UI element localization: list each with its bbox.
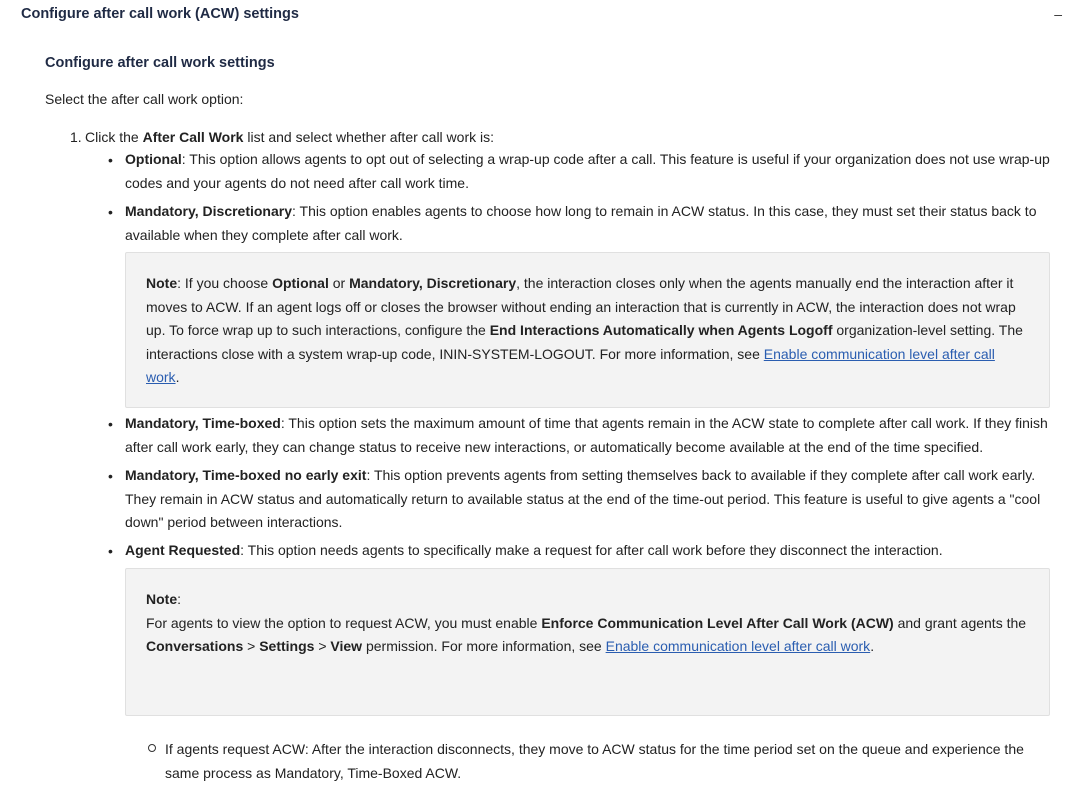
enable-acw-link[interactable]: Enable communication level after call [763, 345, 995, 362]
bullet-icon: • [108, 152, 113, 168]
option-no-early-exit: Mandatory, Time-boxed no early exit: This option prevents agents from setting themselves back to available if they complete after call work early. They remain in ACW status and automatically return to available status at the end of the time-out period. This feature is useful to give agents a "cool down" period between interactions. [125, 467, 1041, 530]
sub-list-item: If agents request ACW: After the interaction disconnects, they move to ACW status for the time period set on the queue and experience the same process as Mandatory, Time-Boxed ACW. [165, 741, 1024, 781]
step-text: Click the After Call Work list and select whether after call work is: [85, 129, 494, 145]
bullet-icon: • [108, 416, 113, 432]
note-box: Note: For agents to view the option to request ACW, you must enable Enforce Communication Level After Call Work (ACW) and grant agents the Conversations > Settings > View permission. For more information, see Enable communication level after call work. [125, 568, 1050, 716]
circle-bullet-icon [148, 744, 156, 752]
bullet-icon: • [108, 543, 113, 559]
collapse-icon[interactable]: – [1054, 6, 1062, 22]
note-box: Note: If you choose Optional or Mandatory, Discretionary, the interaction closes only when the agents manually end the interaction after it moves to ACW. If an agent logs off or closes the browser without ending an interaction that is currently in ACW, the interaction does not wrap up. To force wrap up to such interactions, configure the End Interactions Automatically when Agents Logoff organization-level setting. The interactions close with a system wrap-up code, ININ-SYSTEM-LOGOUT. For more information, see Enable communication level after call work. [125, 252, 1050, 408]
enable-acw-link-cont[interactable]: work [146, 369, 176, 385]
bullet-icon: • [108, 468, 113, 484]
option-optional: Optional: This option allows agents to opt out of selecting a wrap-up code after a call. This feature is useful if your organization does not use wrap-up codes and your agents do not need after call work time. [125, 151, 1050, 191]
accordion-header-title[interactable]: Configure after call work (ACW) settings [21, 6, 299, 22]
step-number: 1. [70, 129, 82, 145]
option-discretionary: Mandatory, Discretionary: This option enables agents to choose how long to remain in ACW status. In this case, they must set their status back to available when they complete after call work. [125, 203, 1037, 243]
option-agent-requested: Agent Requested: This option needs agents to specifically make a request for after call work before they disconnect the interaction. [125, 542, 943, 558]
bullet-icon: • [108, 204, 113, 220]
intro-text: Select the after call work option: [45, 91, 244, 107]
section-title: Configure after call work settings [45, 55, 275, 71]
enable-acw-link[interactable]: Enable communication level after call work [605, 638, 871, 654]
option-timeboxed: Mandatory, Time-boxed: This option sets the maximum amount of time that agents remain in the ACW state to complete after call work. If they finish after call work early, they can change status to receive new interactions, or automatically become available at the end of the time specified. [125, 415, 1048, 455]
